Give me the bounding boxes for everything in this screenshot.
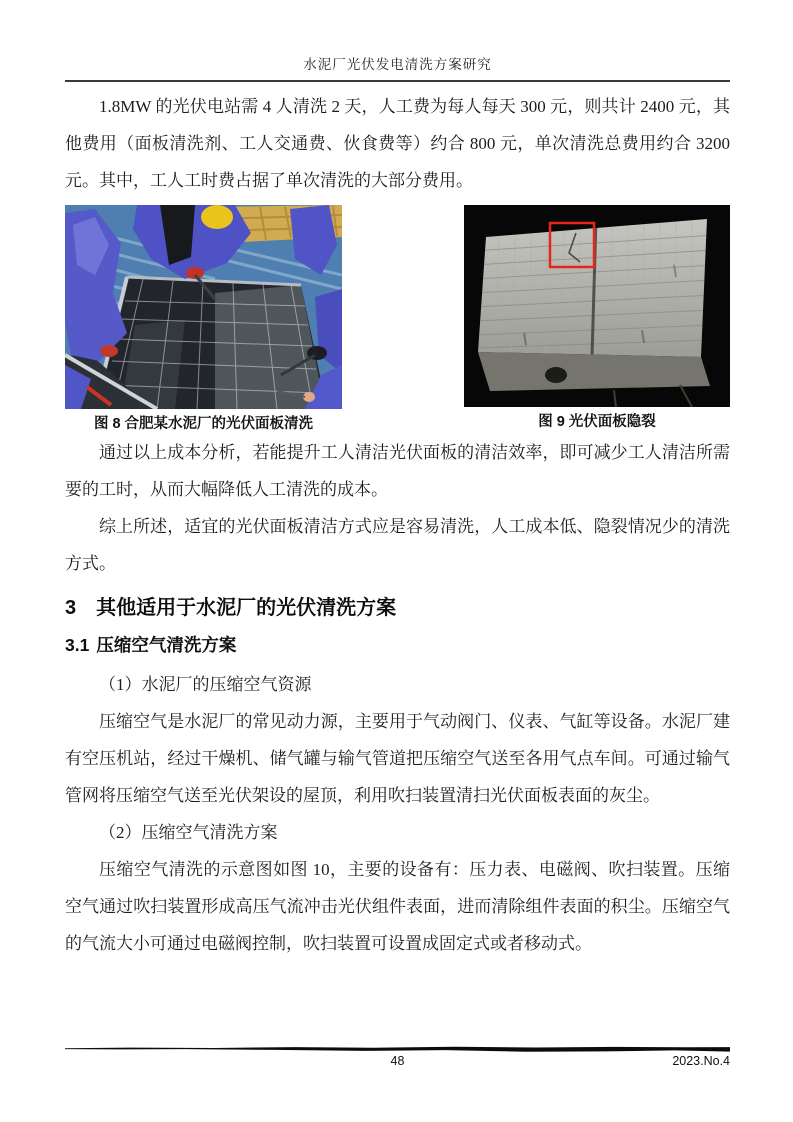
header-rule bbox=[65, 80, 730, 82]
paragraph-item-2: （2）压缩空气清洗方案 bbox=[99, 823, 278, 842]
paragraph-analysis: 通过以上成本分析，若能提升工人清洁光伏面板的清洁效率，即可减少工人清洁所需要的工时，从而大幅降低人工清洗的成本。 bbox=[65, 443, 730, 499]
section-3-1-title: 压缩空气清洗方案 bbox=[96, 635, 237, 655]
section-3-number: 3 bbox=[65, 597, 77, 619]
figure-9-caption: 图 9 光伏面板隐裂 bbox=[538, 414, 656, 430]
paragraph-summary: 综上所述，适宜的光伏面板清洁方式应是容易清洗，人工成本低、隐裂情况少的清洗方式。 bbox=[65, 517, 730, 573]
paragraph-cleaning-scheme: 压缩空气清洗的示意图如图 10，主要的设备有：压力表、电磁阀、吹扫装置。压缩空气通过吹扫装置形成高压气流冲击光伏组件表面，进而清除组件表面的积尘。压缩空气的气流大小可通过电磁阀控制，吹扫装置可设置成固定式或者移动式。 bbox=[65, 860, 730, 953]
section-3-title: 其他适用于水泥厂的光伏清洗方案 bbox=[96, 597, 397, 619]
figure-8 bbox=[65, 205, 342, 434]
section-3-1-heading bbox=[65, 632, 730, 658]
footer-row bbox=[65, 1054, 730, 1072]
footer-issue-label: 2023.No.4 bbox=[672, 1054, 730, 1068]
running-header-title: 水泥厂光伏发电清洗方案研究 bbox=[303, 57, 492, 72]
figure-8-photo-pv-panel-cleaning bbox=[65, 205, 342, 409]
footer-page-number: 48 bbox=[390, 1054, 405, 1068]
figure-9 bbox=[464, 205, 730, 432]
paragraph-compressed-air: 压缩空气是水泥厂的常见动力源，主要用于气动阀门、仪表、气缸等设备。水泥厂建有空压机站，经过干燥机、储气罐与输气管道把压缩空气送至各用气点车间。可通过输气管网将压缩空气送至光伏架设的屋顶，利用吹扫装置清扫光伏面板表面的灰尘。 bbox=[65, 712, 730, 805]
paragraph-cost: 1.8MW 的光伏电站需 4 人清洗 2 天，人工费为每人每天 300 元，则共计 2400 元，其他费用（面板清洗剂、工人交通费、伙食费等）约合 800 元，单次清洗总费用约合 3200 元。其中，工人工时费占据了单次清洗的大部分费用。 bbox=[65, 97, 730, 190]
figure-9-photo-pv-panel-crack bbox=[464, 205, 730, 407]
figures-row bbox=[65, 205, 730, 434]
section-3-heading bbox=[65, 594, 730, 622]
footer-rule bbox=[65, 1046, 730, 1053]
section-3-1-number: 3.1 bbox=[65, 635, 90, 655]
figure-8-caption: 图 8 合肥某水泥厂的光伏面板清洗 bbox=[93, 416, 314, 432]
paragraph-item-1: （1）水泥厂的压缩空气资源 bbox=[99, 675, 312, 694]
page-footer bbox=[65, 1046, 730, 1072]
